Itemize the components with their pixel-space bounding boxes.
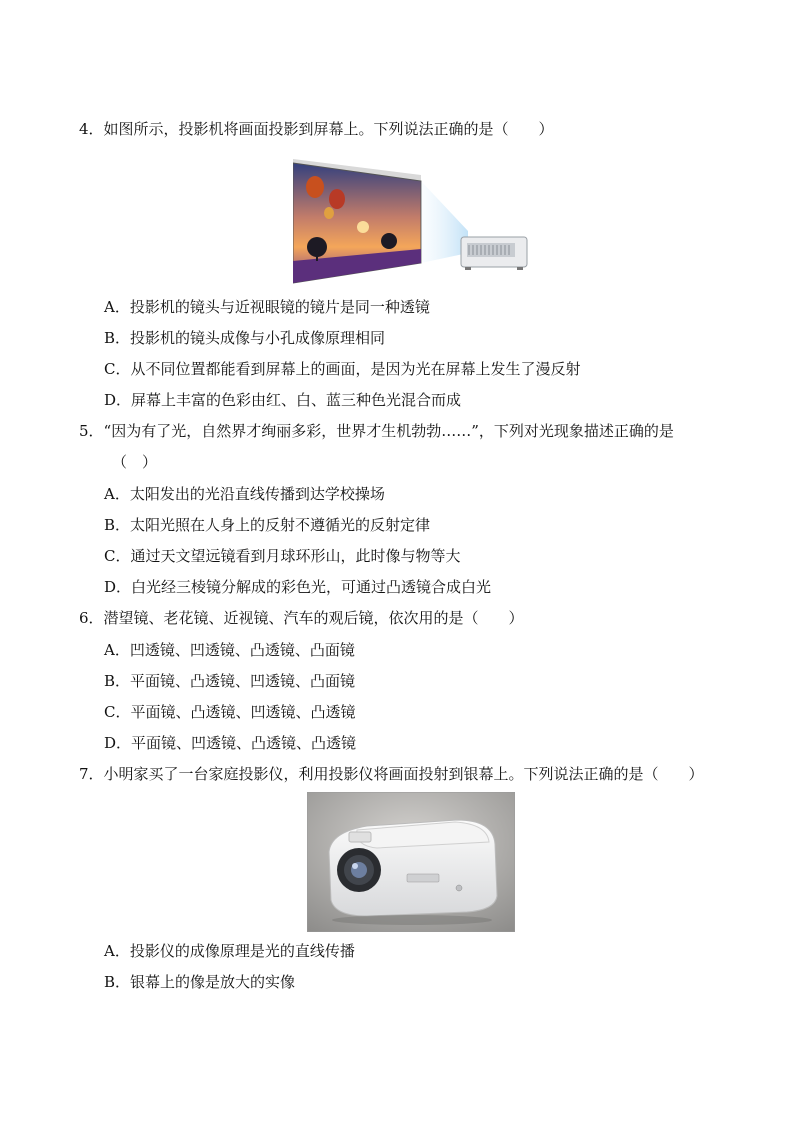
question-5-stem: 5．“因为有了光，自然界才绚丽多彩，世界才生机勃勃……”，下列对光现象描述正确的是 — [79, 422, 674, 440]
question-4-option-b: B．投影机的镜头成像与小孔成像原理相同 — [104, 329, 386, 347]
question-7-option-a: A．投影仪的成像原理是光的直线传播 — [104, 942, 355, 960]
question-5-option-d: D．白光经三棱镜分解成的彩色光，可通过凸透镜合成白光 — [104, 578, 492, 596]
question-7-stem: 7．小明家买了一台家庭投影仪，利用投影仪将画面投射到银幕上。下列说法正确的是（ ） — [79, 765, 704, 783]
question-6-option-d: D．平面镜、凹透镜、凸透镜、凸透镜 — [104, 734, 357, 752]
question-5-option-a: A．太阳发出的光沿直线传播到达学校操场 — [104, 485, 385, 503]
question-6-stem: 6．潜望镜、老花镜、近视镜、汽车的观后镜，依次用的是（ ） — [79, 609, 524, 627]
question-4-stem: 4．如图所示，投影机将画面投影到屏幕上。下列说法正确的是（ ） — [79, 120, 554, 138]
question-7-option-b: B．银幕上的像是放大的实像 — [104, 973, 296, 991]
question-4-option-c: C．从不同位置都能看到屏幕上的画面，是因为光在屏幕上发生了漫反射 — [104, 360, 581, 378]
projector-screen-figure — [293, 153, 529, 285]
question-5-option-c: C．通过天文望远镜看到月球环形山，此时像与物等大 — [104, 547, 461, 565]
home-projector-photo — [307, 792, 515, 932]
question-5-answer-bracket: （ ） — [112, 453, 158, 471]
question-6-option-c: C．平面镜、凸透镜、凹透镜、凸透镜 — [104, 703, 356, 721]
question-6-option-a: A．凹透镜、凹透镜、凸透镜、凸面镜 — [104, 641, 355, 659]
question-6-option-b: B．平面镜、凸透镜、凹透镜、凸面镜 — [104, 672, 356, 690]
question-4-option-d: D．屏幕上丰富的色彩由红、白、蓝三种色光混合而成 — [104, 391, 462, 409]
question-5-option-b: B．太阳光照在人身上的反射不遵循光的反射定律 — [104, 516, 431, 534]
question-4-option-a: A．投影机的镜头与近视眼镜的镜片是同一种透镜 — [104, 298, 430, 316]
